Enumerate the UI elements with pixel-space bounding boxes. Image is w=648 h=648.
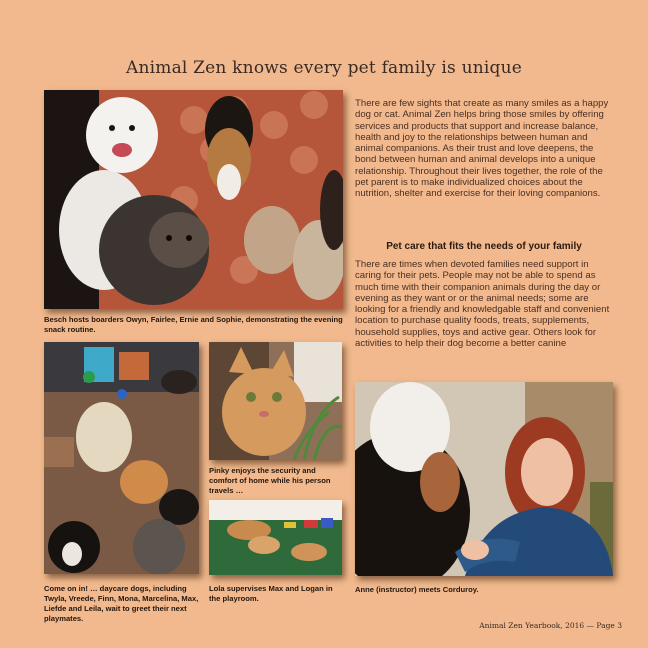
intro-paragraph: There are few sights that create as many smiles as a happy dog or cat. Animal Zen helps bring those smiles by offering services and products that support and increase balance, health and joy to the relationships between human and animal companions. As their trust and love deepens, the bond between human and animal develops into a unique relationship. Throughout their lives together, the role of the pet parent is to make individualized choices about the nutrition, shelter and exercise for their loving companions. <box>355 98 609 200</box>
boarders-photo <box>44 90 343 309</box>
lola-caption: Lola supervises Max and Logan in the playroom. <box>209 584 333 603</box>
anne-caption: Anne (instructor) meets Corduroy. <box>355 585 479 594</box>
daycare-photo <box>44 342 199 574</box>
pinky-photo <box>209 342 342 460</box>
page-footer: Animal Zen Yearbook, 2016 — Page 3 <box>479 621 622 630</box>
section-subheading: Pet care that fits the needs of your family <box>386 241 582 252</box>
page-title: Animal Zen knows every pet family is unique <box>125 58 522 78</box>
daycare-caption: Come on in! … daycare dogs, including Twyla, Vreede, Finn, Mona, Marcelina, Max, Liefde and Leila, wait to greet their next playmates. <box>44 584 199 623</box>
pinky-caption: Pinky enjoys the security and comfort of home while his person travels … <box>209 466 331 495</box>
lola-photo <box>209 500 342 575</box>
anne-photo <box>355 382 613 576</box>
boarders-caption: Besch hosts boarders Owyn, Fairlee, Ernie and Sophie, demonstrating the evening snack routine. <box>44 315 343 334</box>
body-paragraph: There are times when devoted families need support in caring for their pets. People may not be able to spend as much time with their companion animals during the day or evening as they want or or the animal needs; some are looking for a friendly and knowledgable staff and convenient location to purchase quality foods, treats, supplements, household supplies, toys and active gear. Others look for activities to help their dog become a better canine <box>355 259 610 350</box>
